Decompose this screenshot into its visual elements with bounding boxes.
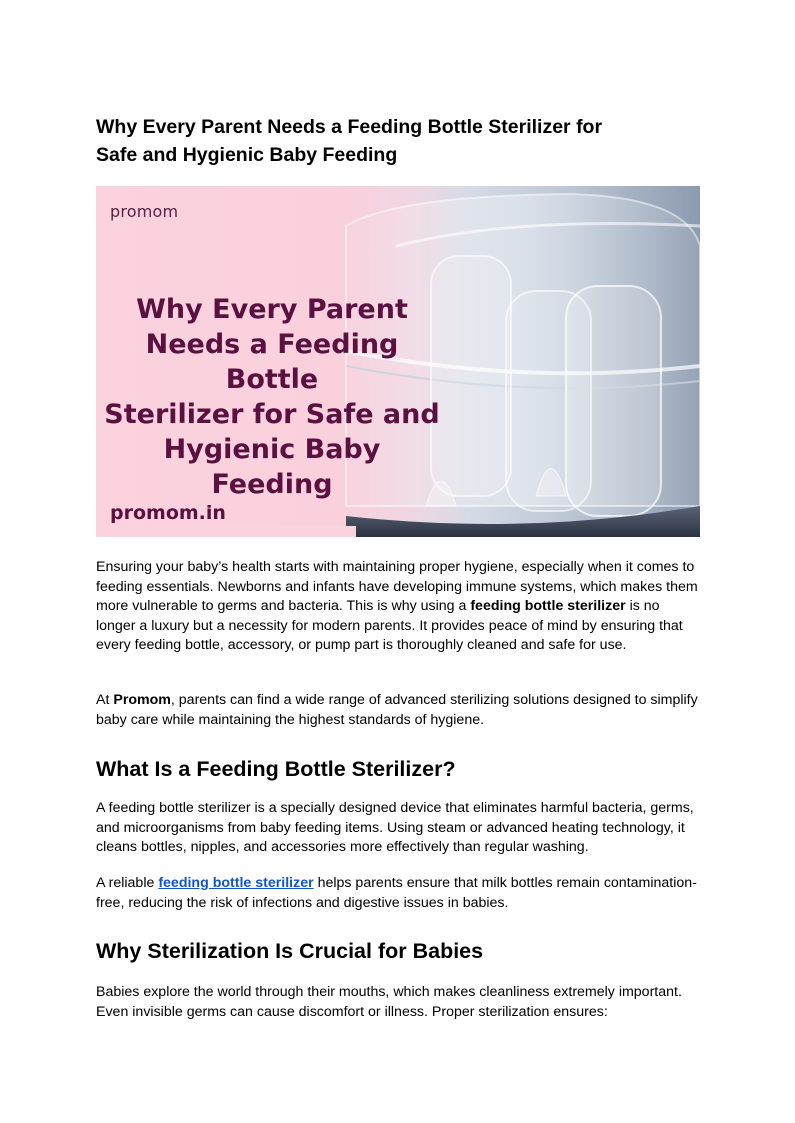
section1-p2-text-2: helps parents ensure that milk bottles remain contamination-free, reducing the risk of infections and digestive issues in babies. xyxy=(96,875,697,911)
intro-paragraph xyxy=(96,558,702,656)
section-heading-what-is: What Is a Feeding Bottle Sterilizer? xyxy=(96,757,456,781)
title-line-2: Safe and Hygienic Baby Feeding xyxy=(96,144,398,166)
document-title xyxy=(96,113,702,169)
promom-text-1: At xyxy=(96,692,114,708)
promom-logo: promom xyxy=(110,202,179,221)
intro-bold: feeding bottle sterilizer xyxy=(470,598,626,614)
hero-domain: promom.in xyxy=(110,502,226,524)
hero-heading-line: Hygienic Baby Feeding xyxy=(163,434,381,500)
section1-paragraph-1: A feeding bottle sterilizer is a specially designed device that eliminates harmful bacteria, germs, and microorganisms from baby feeding items. Using steam or advanced heating technology, it cleans bottles, nipples, and accessories more effectively than regular washing. xyxy=(96,800,694,855)
promom-text-2: , parents can find a wide range of advanced sterilizing solutions designed to simplify baby care while maintaining the highest standards of hygiene. xyxy=(96,692,698,728)
section1-p2-text-1: A reliable xyxy=(96,875,159,891)
hero-heading-line: Needs a Feeding Bottle xyxy=(145,329,399,395)
promom-bold: Promom xyxy=(113,692,171,708)
hero-banner-image xyxy=(96,186,700,537)
sterilizer-link[interactable]: feeding bottle sterilizer xyxy=(158,875,314,891)
intro-text-2: is no longer a luxury but a necessity for modern parents. It provides peace of mind by ensuring that every feeding bottle, accessory, or pump part is thoroughly cleaned and safe for use. xyxy=(96,598,683,653)
hero-heading-line: Sterilizer for Safe and xyxy=(104,399,440,430)
section-heading-why-crucial: Why Sterilization Is Crucial for Babies xyxy=(96,939,484,963)
title-line-1: Why Every Parent Needs a Feeding Bottle Sterilizer for xyxy=(96,116,603,138)
promom-paragraph xyxy=(96,691,702,730)
hero-heading-line: Why Every Parent xyxy=(136,294,408,325)
hero-heading xyxy=(102,292,442,502)
intro-text-1: Ensuring your baby’s health starts with maintaining proper hygiene, especially when it comes to feeding essentials. Newborns and infants have developing immune systems, which makes them more vulnerable to germs and bacteria. This is why using a xyxy=(96,559,698,614)
section2-paragraph-1: Babies explore the world through their mouths, which makes cleanliness extremely important. Even invisible germs can cause discomfort or illness. Proper sterilization ensures: xyxy=(96,984,682,1020)
section1-paragraph-2 xyxy=(96,874,702,913)
